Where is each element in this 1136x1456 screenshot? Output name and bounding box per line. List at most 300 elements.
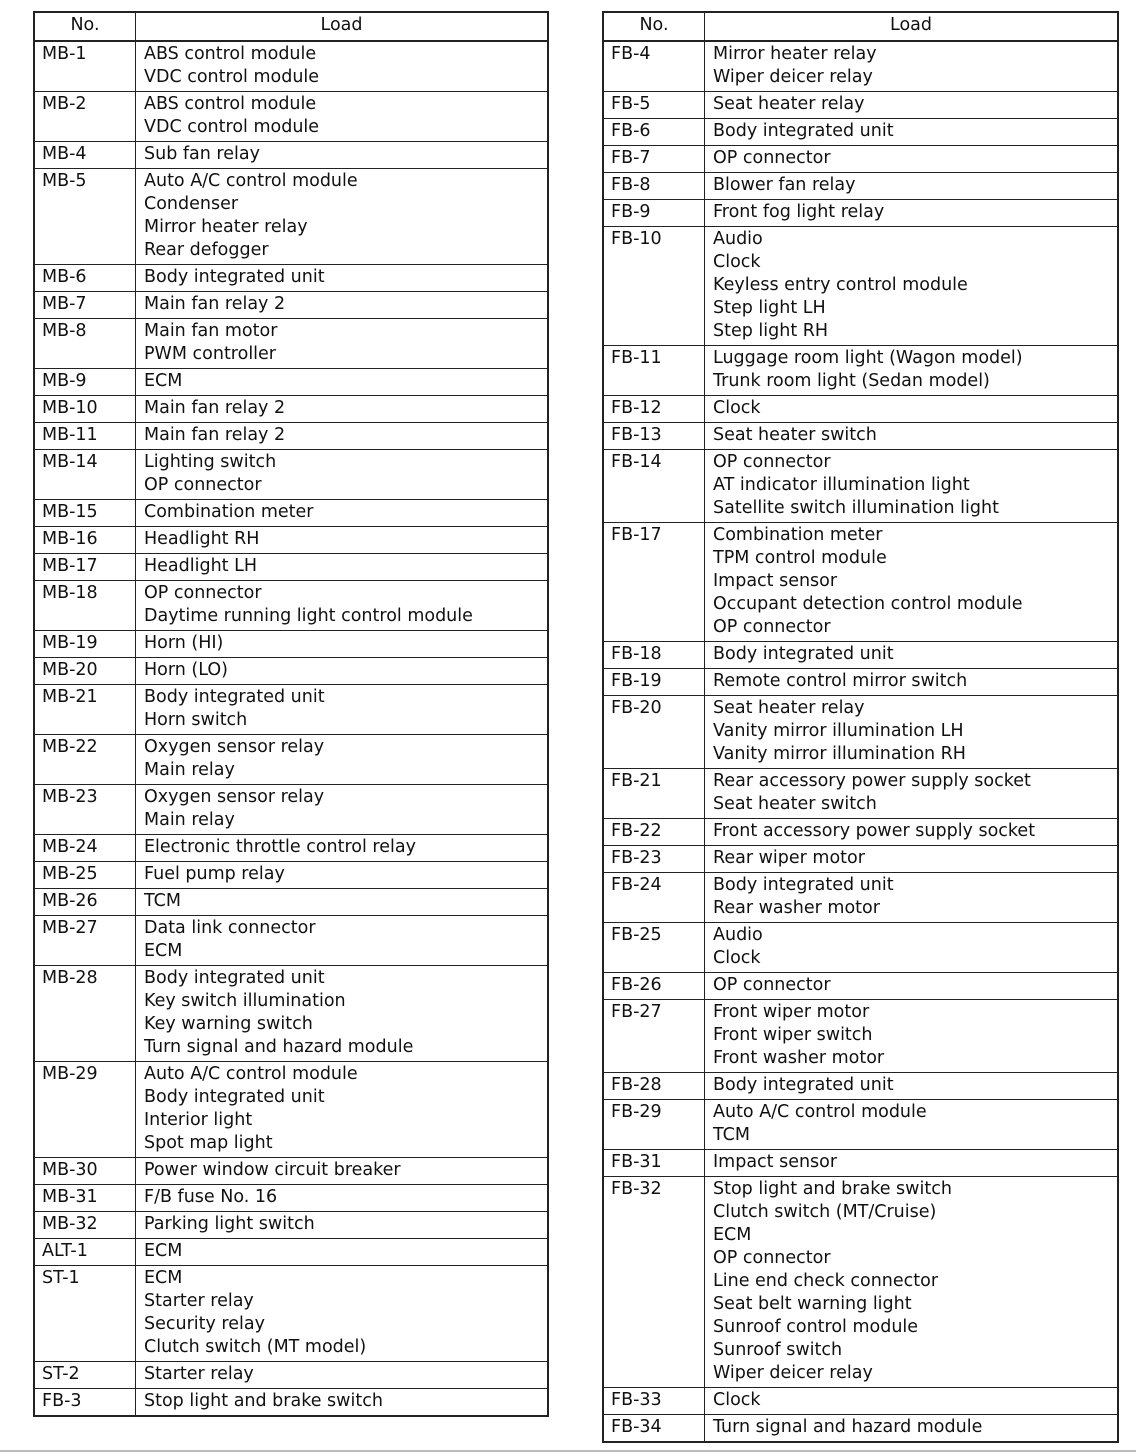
load-item: Headlight RH [144, 529, 260, 549]
table-row [35, 1362, 547, 1389]
load-item: Front accessory power supply socket [713, 821, 1036, 841]
table-row [604, 92, 1117, 119]
load-item: Remote control mirror switch [713, 671, 968, 691]
load-item: Auto A/C control module [144, 171, 358, 191]
load-cell [705, 923, 1117, 972]
fuse-number-cell: FB-5 [604, 92, 705, 118]
table-row [604, 923, 1117, 973]
load-item: Main fan relay 2 [144, 294, 286, 314]
fuse-number-cell: FB-8 [604, 173, 705, 199]
load-item: Front wiper motor [713, 1002, 870, 1022]
table-row [35, 319, 547, 369]
load-item: Combination meter [713, 525, 883, 545]
table-row [604, 873, 1117, 923]
table-row [35, 42, 547, 92]
load-item: Body integrated unit [713, 121, 894, 141]
load-cell [136, 1266, 547, 1361]
load-item: Sunroof control module [713, 1317, 919, 1337]
table-row [35, 835, 547, 862]
fuse-number-cell: FB-3 [35, 1389, 136, 1415]
load-item: Body integrated unit [713, 875, 894, 895]
load-item: Impact sensor [713, 571, 838, 591]
fuse-number-cell: FB-14 [604, 450, 705, 522]
fuse-number-cell: MB-28 [35, 966, 136, 1061]
load-cell [705, 200, 1117, 226]
fuse-number-cell: MB-15 [35, 500, 136, 526]
load-cell [705, 669, 1117, 695]
load-cell [136, 735, 547, 784]
fuse-number-cell: MB-19 [35, 631, 136, 657]
load-item: TCM [144, 891, 181, 911]
table-row [604, 173, 1117, 200]
load-item: ECM [713, 1225, 752, 1245]
load-item: Front washer motor [713, 1048, 885, 1068]
table-row [604, 769, 1117, 819]
fuse-number-cell: FB-18 [604, 642, 705, 668]
load-item: Front fog light relay [713, 202, 885, 222]
load-item: Mirror heater relay [713, 44, 877, 64]
load-item: Seat heater switch [713, 794, 877, 814]
load-item: AT indicator illumination light [713, 475, 970, 495]
load-item: PWM controller [144, 344, 277, 364]
load-item: Keyless entry control module [713, 275, 968, 295]
load-item: Stop light and brake switch [144, 1391, 383, 1411]
table-row [604, 1388, 1117, 1415]
fuse-number-cell: MB-10 [35, 396, 136, 422]
table-row [35, 500, 547, 527]
load-cell [705, 769, 1117, 818]
load-cell [705, 819, 1117, 845]
load-cell [705, 696, 1117, 768]
table-row [604, 846, 1117, 873]
fuse-number-cell: FB-19 [604, 669, 705, 695]
load-item: ECM [144, 371, 183, 391]
load-cell [136, 1389, 547, 1415]
load-item: Auto A/C control module [713, 1102, 927, 1122]
load-item: Rear defogger [144, 240, 269, 260]
table-row [604, 200, 1117, 227]
load-cell [136, 581, 547, 630]
load-item: ECM [144, 1241, 183, 1261]
load-cell [705, 523, 1117, 641]
load-cell [136, 1212, 547, 1238]
load-cell [705, 42, 1117, 91]
load-cell [136, 369, 547, 395]
table-row [604, 119, 1117, 146]
table-row [604, 1415, 1117, 1441]
table-row [604, 1100, 1117, 1150]
load-item: Spot map light [144, 1133, 273, 1153]
fuse-number-cell: MB-8 [35, 319, 136, 368]
fuse-number-cell: FB-17 [604, 523, 705, 641]
load-cell [136, 1239, 547, 1265]
load-cell [705, 1177, 1117, 1387]
fuse-number-cell: FB-26 [604, 973, 705, 999]
table-row [35, 1185, 547, 1212]
fuse-table-left [33, 11, 549, 1417]
load-item: Line end check connector [713, 1271, 939, 1291]
fuse-number-cell: FB-9 [604, 200, 705, 226]
table-row [35, 916, 547, 966]
load-item: Main fan motor [144, 321, 278, 341]
load-cell [136, 631, 547, 657]
load-item: Front wiper switch [713, 1025, 873, 1045]
load-item: Rear wiper motor [713, 848, 865, 868]
page-bottom-rule [0, 1450, 1136, 1452]
load-cell [136, 835, 547, 861]
fuse-table-right [602, 11, 1119, 1443]
table-row [35, 1062, 547, 1158]
load-cell [136, 1362, 547, 1388]
load-cell [136, 1185, 547, 1211]
load-item: Data link connector [144, 918, 316, 938]
load-item: ABS control module [144, 44, 317, 64]
load-item: Horn switch [144, 710, 248, 730]
fuse-number-cell: FB-11 [604, 346, 705, 395]
load-cell [705, 119, 1117, 145]
fuse-number-cell: FB-32 [604, 1177, 705, 1387]
load-item: Seat heater relay [713, 94, 865, 114]
load-item: Seat heater relay [713, 698, 865, 718]
table-row [35, 685, 547, 735]
table-row [604, 819, 1117, 846]
load-item: OP connector [713, 1248, 831, 1268]
load-item: Step light RH [713, 321, 829, 341]
load-cell [136, 554, 547, 580]
table-row [35, 1158, 547, 1185]
load-cell [136, 500, 547, 526]
load-cell [136, 916, 547, 965]
load-cell [136, 396, 547, 422]
load-item: Body integrated unit [144, 267, 325, 287]
load-cell [705, 1000, 1117, 1072]
load-item: OP connector [713, 617, 831, 637]
load-cell [136, 889, 547, 915]
load-item: Oxygen sensor relay [144, 787, 325, 807]
load-cell [136, 527, 547, 553]
load-item: Step light LH [713, 298, 826, 318]
load-item: Turn signal and hazard module [144, 1037, 414, 1057]
table-row [35, 889, 547, 916]
load-cell [705, 973, 1117, 999]
load-cell [705, 1388, 1117, 1414]
load-item: OP connector [713, 975, 831, 995]
table-row [604, 1150, 1117, 1177]
fuse-number-cell: MB-27 [35, 916, 136, 965]
load-cell [136, 966, 547, 1061]
load-cell [136, 292, 547, 318]
load-item: Wiper deicer relay [713, 67, 873, 87]
load-item: Sub fan relay [144, 144, 260, 164]
load-item: Horn (HI) [144, 633, 224, 653]
table-row [35, 735, 547, 785]
table-row [604, 450, 1117, 523]
load-item: Rear accessory power supply socket [713, 771, 1031, 791]
table-row [35, 292, 547, 319]
load-item: Audio [713, 925, 763, 945]
load-item: Body integrated unit [713, 1075, 894, 1095]
load-cell [705, 423, 1117, 449]
load-item: OP connector [713, 452, 831, 472]
load-item: ABS control module [144, 94, 317, 114]
table-row [35, 1266, 547, 1362]
load-item: ECM [144, 1268, 183, 1288]
table-row [604, 642, 1117, 669]
table-row [604, 396, 1117, 423]
load-item: Security relay [144, 1314, 265, 1334]
load-cell [705, 346, 1117, 395]
load-cell [705, 642, 1117, 668]
load-item: Power window circuit breaker [144, 1160, 401, 1180]
load-item: Sunroof switch [713, 1340, 843, 1360]
load-item: Seat belt warning light [713, 1294, 912, 1314]
load-item: Key warning switch [144, 1014, 313, 1034]
table-row [35, 527, 547, 554]
load-item: Rear washer motor [713, 898, 880, 918]
load-item: Blower fan relay [713, 175, 856, 195]
fuse-number-cell: ST-2 [35, 1362, 136, 1388]
table-row [604, 973, 1117, 1000]
load-item: Main fan relay 2 [144, 398, 286, 418]
table-row [604, 423, 1117, 450]
table-row [35, 581, 547, 631]
load-item: Clock [713, 948, 761, 968]
load-item: Electronic throttle control relay [144, 837, 416, 857]
fuse-number-cell: MB-4 [35, 142, 136, 168]
fuse-number-cell: ALT-1 [35, 1239, 136, 1265]
fuse-number-cell: FB-33 [604, 1388, 705, 1414]
fuse-number-cell: FB-25 [604, 923, 705, 972]
load-item: F/B fuse No. 16 [144, 1187, 278, 1207]
load-item: TCM [713, 1125, 750, 1145]
load-item: Auto A/C control module [144, 1064, 358, 1084]
table-row [604, 1073, 1117, 1100]
load-item: Luggage room light (Wagon model) [713, 348, 1023, 368]
load-item: Key switch illumination [144, 991, 346, 1011]
fuse-number-cell: MB-5 [35, 169, 136, 264]
load-item: Impact sensor [713, 1152, 838, 1172]
load-cell [136, 1158, 547, 1184]
table-row [35, 450, 547, 500]
load-item: Mirror heater relay [144, 217, 308, 237]
fuse-number-cell: MB-7 [35, 292, 136, 318]
table-row [35, 169, 547, 265]
load-cell [705, 92, 1117, 118]
load-cell [136, 423, 547, 449]
fuse-number-cell: MB-6 [35, 265, 136, 291]
fuse-number-cell: FB-24 [604, 873, 705, 922]
load-item: Combination meter [144, 502, 314, 522]
load-cell [136, 265, 547, 291]
fuse-number-cell: FB-6 [604, 119, 705, 145]
load-item: Occupant detection control module [713, 594, 1023, 614]
load-item: Stop light and brake switch [713, 1179, 952, 1199]
fuse-number-cell: FB-22 [604, 819, 705, 845]
load-item: OP connector [144, 583, 262, 603]
load-item: TPM control module [713, 548, 887, 568]
fuse-number-cell: MB-23 [35, 785, 136, 834]
load-item: Clock [713, 252, 761, 272]
table-row [604, 1177, 1117, 1388]
load-cell [705, 173, 1117, 199]
fuse-number-cell: MB-2 [35, 92, 136, 141]
load-item: VDC control module [144, 67, 320, 87]
load-item: Condenser [144, 194, 239, 214]
table-row [35, 396, 547, 423]
fuse-number-cell: MB-17 [35, 554, 136, 580]
fuse-number-cell: FB-34 [604, 1415, 705, 1441]
load-cell [705, 1100, 1117, 1149]
table-row [35, 785, 547, 835]
load-cell [705, 227, 1117, 345]
load-cell [136, 658, 547, 684]
fuse-number-cell: MB-31 [35, 1185, 136, 1211]
load-cell [136, 1062, 547, 1157]
load-item: Vanity mirror illumination LH [713, 721, 964, 741]
fuse-number-cell: FB-12 [604, 396, 705, 422]
fuse-number-cell: MB-24 [35, 835, 136, 861]
load-item: Fuel pump relay [144, 864, 285, 884]
fuse-number-cell: FB-31 [604, 1150, 705, 1176]
header-load: Load [890, 15, 932, 35]
fuse-number-cell: FB-20 [604, 696, 705, 768]
load-cell [136, 92, 547, 141]
load-item: Body integrated unit [144, 968, 325, 988]
load-cell [705, 396, 1117, 422]
load-cell [136, 785, 547, 834]
fuse-number-cell: FB-7 [604, 146, 705, 172]
fuse-number-cell: MB-22 [35, 735, 136, 784]
table-row [604, 696, 1117, 769]
load-item: OP connector [713, 148, 831, 168]
fuse-number-cell: FB-29 [604, 1100, 705, 1149]
load-item: Body integrated unit [713, 644, 894, 664]
load-item: ECM [144, 941, 183, 961]
load-cell [705, 1415, 1117, 1441]
header-no: No. [35, 13, 136, 40]
load-item: Body integrated unit [144, 687, 325, 707]
table-row [604, 227, 1117, 346]
load-item: Starter relay [144, 1364, 254, 1384]
table-row [604, 1000, 1117, 1073]
load-item: Oxygen sensor relay [144, 737, 325, 757]
fuse-number-cell: MB-16 [35, 527, 136, 553]
fuse-number-cell: FB-27 [604, 1000, 705, 1072]
load-cell [136, 42, 547, 91]
load-item: Interior light [144, 1110, 253, 1130]
load-cell [705, 450, 1117, 522]
table-row [35, 1212, 547, 1239]
fuse-number-cell: MB-29 [35, 1062, 136, 1157]
fuse-number-cell: MB-1 [35, 42, 136, 91]
fuse-number-cell: FB-21 [604, 769, 705, 818]
fuse-number-cell: ST-1 [35, 1266, 136, 1361]
load-item: OP connector [144, 475, 262, 495]
load-item: Main fan relay 2 [144, 425, 286, 445]
table-body [604, 42, 1117, 1441]
load-item: Seat heater switch [713, 425, 877, 445]
load-cell [136, 169, 547, 264]
load-item: Clock [713, 1390, 761, 1410]
fuse-number-cell: MB-30 [35, 1158, 136, 1184]
load-item: Daytime running light control module [144, 606, 473, 626]
fuse-number-cell: FB-13 [604, 423, 705, 449]
fuse-number-cell: MB-25 [35, 862, 136, 888]
load-item: Headlight LH [144, 556, 258, 576]
load-cell [705, 846, 1117, 872]
table-row [35, 423, 547, 450]
table-header [35, 13, 547, 42]
fuse-number-cell: MB-14 [35, 450, 136, 499]
table-row [35, 631, 547, 658]
table-row [35, 369, 547, 396]
table-row [35, 554, 547, 581]
load-item: VDC control module [144, 117, 320, 137]
load-cell [705, 1073, 1117, 1099]
fuse-number-cell: FB-28 [604, 1073, 705, 1099]
fuse-number-cell: MB-26 [35, 889, 136, 915]
table-row [604, 669, 1117, 696]
table-row [35, 1389, 547, 1415]
table-row [604, 346, 1117, 396]
load-cell [136, 450, 547, 499]
fuse-number-cell: FB-10 [604, 227, 705, 345]
load-item: Clutch switch (MT/Cruise) [713, 1202, 937, 1222]
load-item: Clutch switch (MT model) [144, 1337, 367, 1357]
load-cell [136, 685, 547, 734]
load-cell [705, 146, 1117, 172]
table-header [604, 13, 1117, 42]
fuse-number-cell: MB-18 [35, 581, 136, 630]
load-item: Vanity mirror illumination RH [713, 744, 966, 764]
table-row [35, 142, 547, 169]
load-item: Parking light switch [144, 1214, 315, 1234]
fuse-number-cell: MB-32 [35, 1212, 136, 1238]
load-cell [136, 142, 547, 168]
fuse-number-cell: MB-20 [35, 658, 136, 684]
fuse-number-cell: MB-9 [35, 369, 136, 395]
load-cell [705, 873, 1117, 922]
table-row [604, 146, 1117, 173]
table-row [35, 966, 547, 1062]
header-no: No. [604, 13, 705, 40]
load-item: Horn (LO) [144, 660, 228, 680]
load-cell [136, 862, 547, 888]
fuse-number-cell: MB-11 [35, 423, 136, 449]
load-item: Clock [713, 398, 761, 418]
load-item: Main relay [144, 810, 235, 830]
load-cell [705, 1150, 1117, 1176]
load-item: Body integrated unit [144, 1087, 325, 1107]
table-row [604, 42, 1117, 92]
table-row [35, 265, 547, 292]
table-row [35, 658, 547, 685]
load-item: Turn signal and hazard module [713, 1417, 983, 1437]
header-load: Load [320, 15, 363, 35]
load-item: Starter relay [144, 1291, 254, 1311]
table-row [604, 523, 1117, 642]
fuse-number-cell: FB-23 [604, 846, 705, 872]
load-item: Satellite switch illumination light [713, 498, 999, 518]
table-row [35, 862, 547, 889]
table-row [35, 92, 547, 142]
fuse-number-cell: FB-4 [604, 42, 705, 91]
load-item: Main relay [144, 760, 235, 780]
load-item: Audio [713, 229, 763, 249]
load-item: Lighting switch [144, 452, 277, 472]
load-item: Wiper deicer relay [713, 1363, 873, 1383]
table-body [35, 42, 547, 1415]
